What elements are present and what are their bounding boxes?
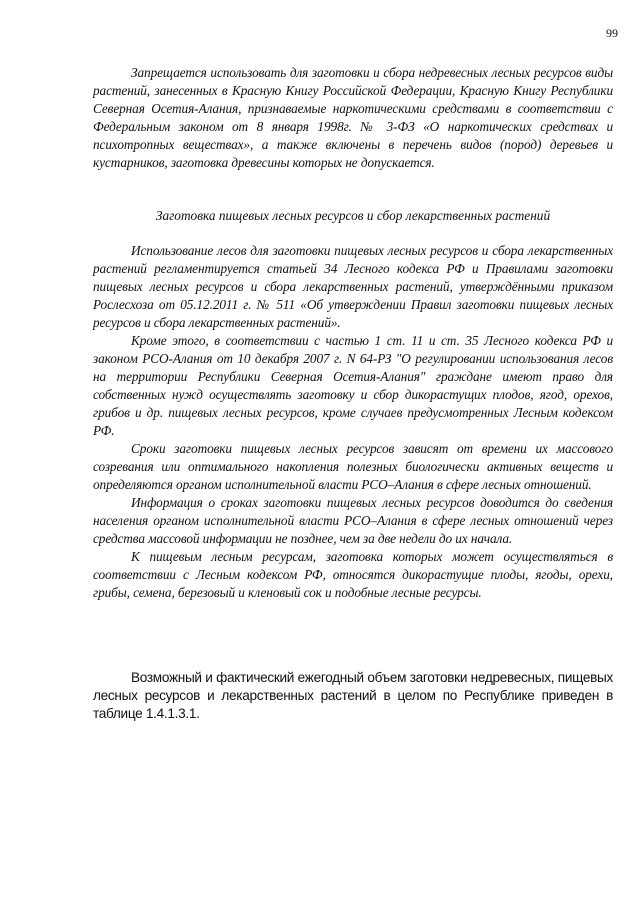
- paragraph: Сроки заготовки пищевых лесных ресурсов зависят от времени их массового созревания или оптимального накопления полезных биологически активных веществ и определяются органом исполнительной власти РСО–Алания в сфере лесных отношений.: [93, 441, 613, 492]
- paragraph: Информация о сроках заготовки пищевых лесных ресурсов доводится до сведения населения органом исполнительной власти РСО–Алания в сфере лесных отношений через средства массовой информации не позднее, чем за две недели до их начала.: [93, 495, 613, 546]
- closing-section: [93, 669, 613, 723]
- page-number: 99: [606, 26, 618, 40]
- intro-section: [93, 64, 613, 172]
- section-heading: Заготовка пищевых лесных ресурсов и сбор лекарственных растений: [155, 208, 551, 223]
- paragraph: Кроме этого, в соответствии с частью 1 ст. 11 и ст. 35 Лесного кодекса РФ и законом РСО-Алания от 10 декабря 2007 г. N 64-РЗ "О регулировании использования лесов на территории Республики Северная Осетия-Алания" граждане имеют право для собственных нужд осуществлять заготовку и сбор дикорастущих плодов, ягод, орехов, грибов и др. пищевых лесных ресурсов, кроме случаев предусмотренных Лесным кодексом РФ.: [93, 333, 613, 438]
- closing-paragraph: Возможный и фактический ежегодный объем заготовки недревесных, пищевых лесных ресурсов и лекарственных растений в целом по Республике приведен в таблице 1.4.1.3.1.: [93, 670, 613, 721]
- intro-paragraph: Запрещается использовать для заготовки и сбора недревесных лесных ресурсов виды растений, занесенных в Красную Книгу Российской Федерации, Красную Книгу Республики Северная Осетия-Алания, признаваемые наркотическими средствами в соответствии с Федеральным законом от 8 января 1998г. № 3-ФЗ «О наркотических средствах и психотропных веществах», а также включены в перечень видов (пород) деревьев и кустарников, заготовка древесины которых не допускается.: [93, 65, 613, 170]
- main-section: [93, 242, 613, 602]
- paragraph: Использование лесов для заготовки пищевых лесных ресурсов и сбора лекарственных растений регламентируется статьей 34 Лесного кодекса РФ и Правилами заготовки пищевых лесных ресурсов и сбора лекарственных растений, утверждёнными приказом Рослесхоза от 05.12.2011 г. № 511 «Об утверждении Правил заготовки пищевых лесных ресурсов и сбора лекарственных растений».: [93, 243, 613, 330]
- paragraph: К пищевым лесным ресурсам, заготовка которых может осуществляться в соответствии с Лесным кодексом РФ, относятся дикорастущие плоды, ягоды, орехи, грибы, семена, березовый и кленовый сок и подобные лесные ресурсы.: [93, 549, 613, 600]
